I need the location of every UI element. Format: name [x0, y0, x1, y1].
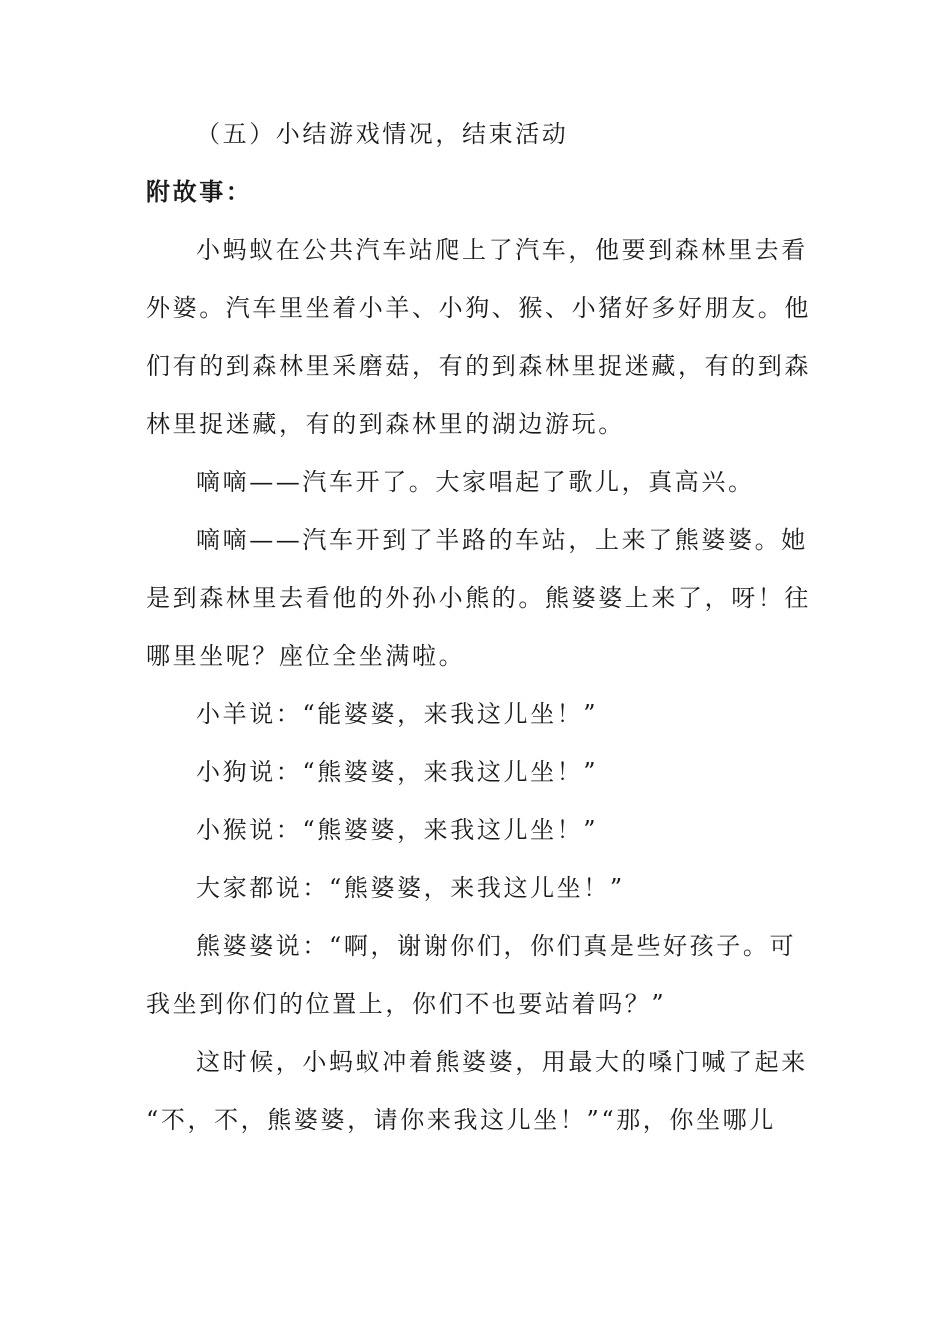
story-line: 们有的到森林里采磨菇，有的到森林里捉迷藏，有的到森 — [146, 352, 811, 380]
story-line: 是到森林里去看他的外孙小熊的。熊婆婆上来了，呀！往 — [146, 584, 811, 612]
story-line: 这时候，小蚂蚁冲着熊婆婆，用最大的嗓门喊了起来 — [196, 1048, 808, 1076]
story-line: 熊婆婆说：“啊，谢谢你们，你们真是些好孩子。可 — [196, 932, 797, 960]
story-line: 我坐到你们的位置上，你们不也要站着吗？” — [146, 990, 667, 1018]
story-line: 小猴说：“熊婆婆，来我这儿坐！” — [196, 816, 599, 844]
story-line: 小蚂蚁在公共汽车站爬上了汽车，他要到森林里去看 — [196, 236, 808, 264]
appendix-label: 附故事： — [146, 177, 253, 206]
story-line: 嘀嘀——汽车开了。大家唱起了歌儿，真高兴。 — [196, 468, 755, 496]
story-line: 嘀嘀——汽车开到了半路的车站，上来了熊婆婆。她 — [196, 526, 808, 554]
story-line: 小狗说：“熊婆婆，来我这儿坐！” — [196, 758, 599, 786]
story-line: 哪里坐呢？座位全坐满啦。 — [146, 642, 466, 670]
story-line: 外婆。汽车里坐着小羊、小狗、猴、小猪好多好朋友。他 — [146, 294, 811, 322]
story-line: 大家都说：“熊婆婆，来我这儿坐！” — [196, 874, 625, 902]
section-heading: （五）小结游戏情况，结束活动 — [196, 120, 569, 148]
story-line: “不，不，熊婆婆，请你来我这儿坐！”“那，你坐哪儿 — [146, 1106, 776, 1134]
story-line: 小羊说：“能婆婆，来我这儿坐！” — [196, 700, 599, 728]
story-line: 林里捉迷藏，有的到森林里的湖边游玩。 — [146, 410, 625, 438]
